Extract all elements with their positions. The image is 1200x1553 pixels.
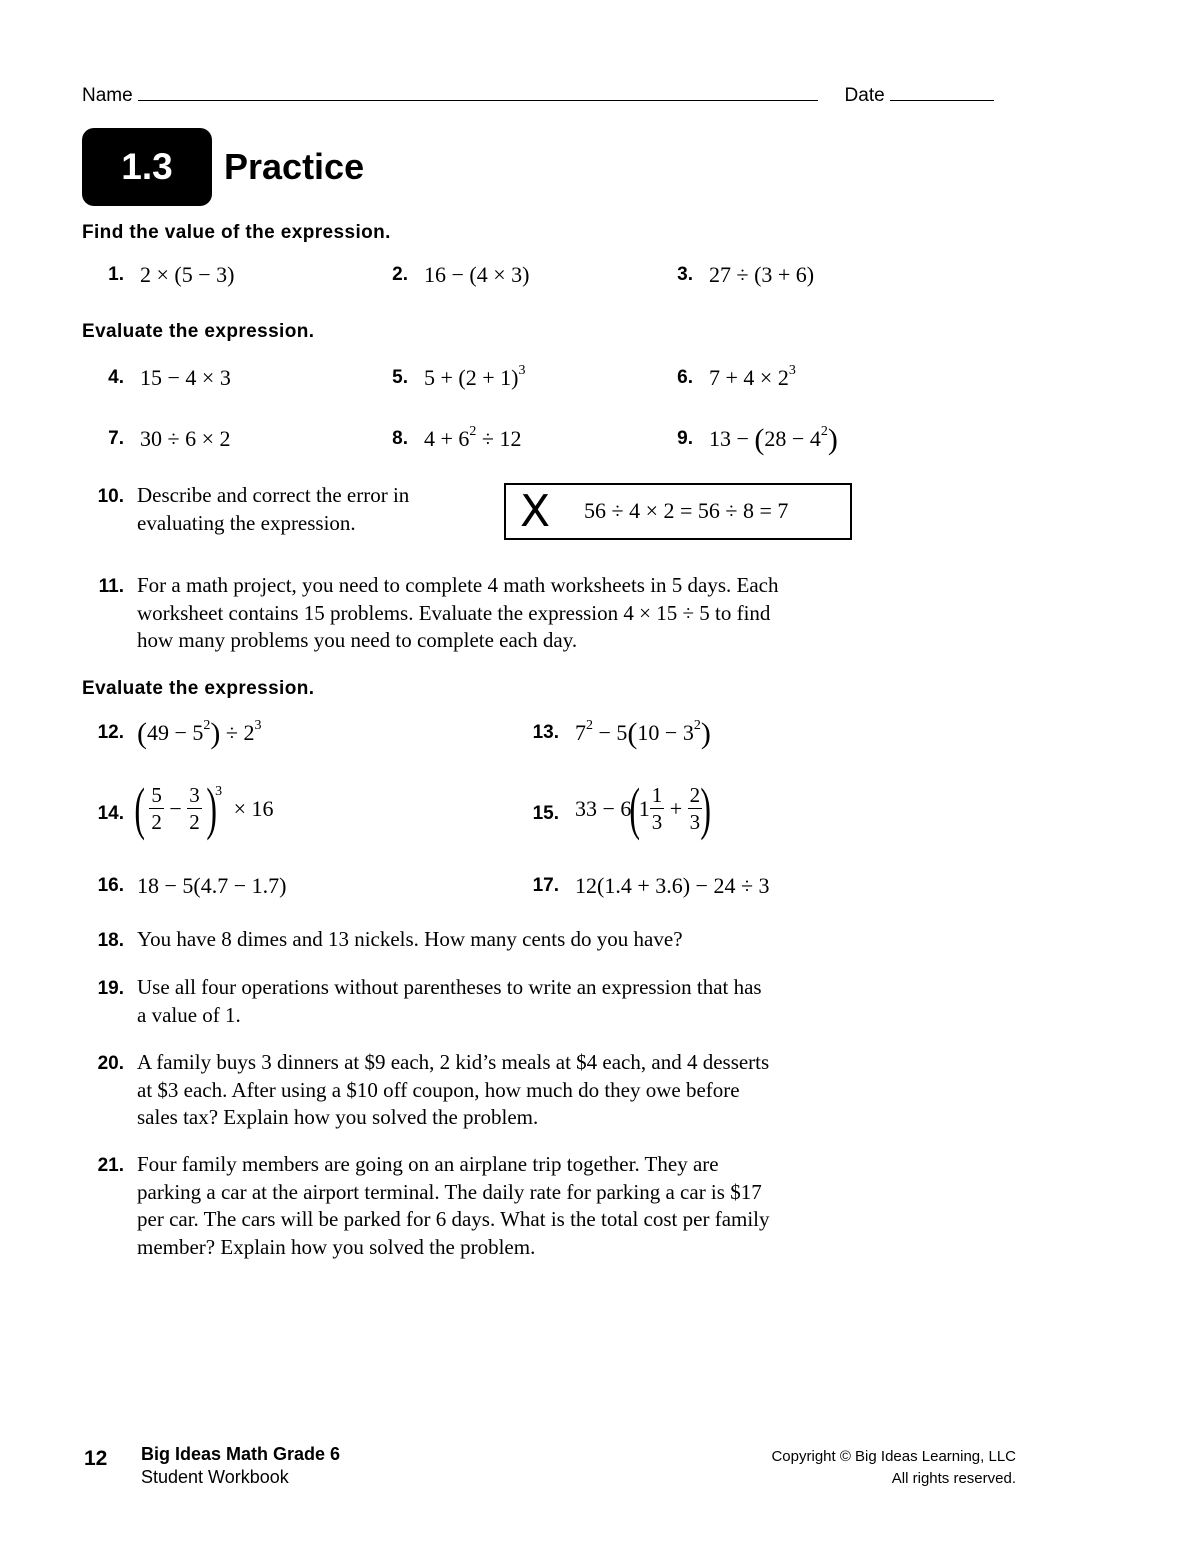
- problem-number: 12.: [97, 722, 124, 743]
- problem-expression: 30 ÷ 6 × 2: [140, 426, 231, 451]
- copyright-notice: Copyright © Big Ideas Learning, LLC All rights reserved.: [771, 1448, 1016, 1487]
- problem-number: 21.: [97, 1155, 124, 1176]
- problem-number: 3.: [677, 264, 693, 285]
- problem-number: 8.: [392, 428, 408, 449]
- problem-number: 10.: [97, 486, 124, 507]
- problem-number: 5.: [392, 367, 408, 388]
- book-title: Big Ideas Math Grade 6: [141, 1444, 341, 1464]
- error-x-icon: X: [520, 486, 551, 537]
- page-title: Practice: [224, 146, 365, 187]
- section-number-badge: 1.3: [82, 128, 212, 206]
- problem-number: 20.: [97, 1053, 124, 1074]
- problem-expression: 2 × (5 − 3): [140, 262, 235, 287]
- name-label: Name: [82, 85, 133, 106]
- instruction-evaluate: Evaluate the expression.: [82, 321, 315, 342]
- book-subtitle: Student Workbook: [141, 1467, 289, 1487]
- problem-text: Four family members are going on an airplane trip together. They are parking a car at the airport terminal. The daily rate for parking a car is $17 per car. The cars will be parked for 6 days. What is the total cost per family member? Explain how you solved the problem.: [137, 1152, 770, 1259]
- problem-expression: 27 ÷ (3 + 6): [709, 262, 815, 287]
- problem-text: Describe and correct the error in evaluating the expression.: [137, 483, 410, 535]
- problem-expression: $(49 - 5^2) \div 2^3$: [137, 717, 262, 750]
- problem-expression: ( $\frac{5}{2}$ − $\frac{3}{2}$ )$^3$ × 16: [134, 776, 274, 841]
- instruction-find-value: Find the value of the expression.: [82, 222, 391, 243]
- problem-text: Use all four operations without parentheses to write an expression that has a value of 1.: [137, 975, 762, 1027]
- problem-number: 16.: [97, 875, 124, 896]
- date-field[interactable]: [890, 84, 994, 101]
- fraction: $\frac{1}{3}$: [651, 783, 663, 834]
- problem-expression: $7^2 - 5(10 - 3^2)$: [575, 717, 711, 750]
- problem-number: 2.: [392, 264, 408, 285]
- problem-number: 11.: [98, 576, 124, 597]
- problem-number: 17.: [532, 875, 559, 896]
- problem-text: A family buys 3 dinners at $9 each, 2 kid’s meals at $4 each, and 4 desserts at $3 each. After using a $10 off coupon, how much do they owe before sales tax? Explain how you solved the problem.: [137, 1050, 770, 1129]
- problem-expression: $4 + 6^2 \div 12$: [424, 423, 522, 451]
- problem-number: 18.: [97, 930, 124, 951]
- problem-expression: $13 - (28 - 4^2)$: [709, 423, 838, 456]
- problem-expression: $5 + (2 + 1)^3$: [424, 362, 526, 390]
- name-date-line: [82, 84, 1012, 107]
- problem-text: You have 8 dimes and 13 nickels. How many cents do you have?: [137, 927, 683, 951]
- instruction-evaluate: Evaluate the expression.: [82, 678, 315, 699]
- problem-number: 4.: [108, 367, 124, 388]
- problem-number: 6.: [677, 367, 693, 388]
- problem-number: 13.: [532, 722, 559, 743]
- date-label: Date: [844, 85, 885, 106]
- problem-expression: 33 − 6(1 $\frac{1}{3}$ + $\frac{2}{3}$ ): [575, 776, 712, 841]
- problem-number: 19.: [97, 978, 124, 999]
- fraction: $\frac{3}{2}$: [189, 783, 200, 834]
- error-expression: 56 ÷ 4 × 2 = 56 ÷ 8 = 7: [584, 498, 789, 523]
- problem-number: 7.: [108, 428, 124, 449]
- problem-number: 9.: [677, 428, 693, 449]
- problem-number: 1.: [108, 264, 124, 285]
- page-number: 12: [84, 1447, 108, 1470]
- problem-text: For a math project, you need to complete 4 math worksheets in 5 days. Each worksheet contains 15 problems. Evaluate the expression 4 × 15 ÷ 5 to find how many problems you need to complete each day.: [137, 573, 779, 652]
- problem-expression: 18 − 5(4.7 − 1.7): [137, 873, 287, 898]
- problem-expression: 16 − (4 × 3): [424, 262, 530, 287]
- fraction: $\frac{2}{3}$: [689, 783, 701, 834]
- problem-number: 14.: [97, 803, 124, 824]
- problem-number: 15.: [532, 803, 559, 824]
- fraction: $\frac{5}{2}$: [151, 783, 162, 834]
- problem-expression: $7 + 4 \times 2^3$: [709, 362, 796, 390]
- book-info: [141, 1443, 340, 1489]
- problem-expression: 15 − 4 × 3: [140, 365, 231, 390]
- problem-expression: 12(1.4 + 3.6) − 24 ÷ 3: [575, 873, 770, 898]
- name-field[interactable]: [138, 84, 818, 101]
- error-example-box: [504, 483, 852, 540]
